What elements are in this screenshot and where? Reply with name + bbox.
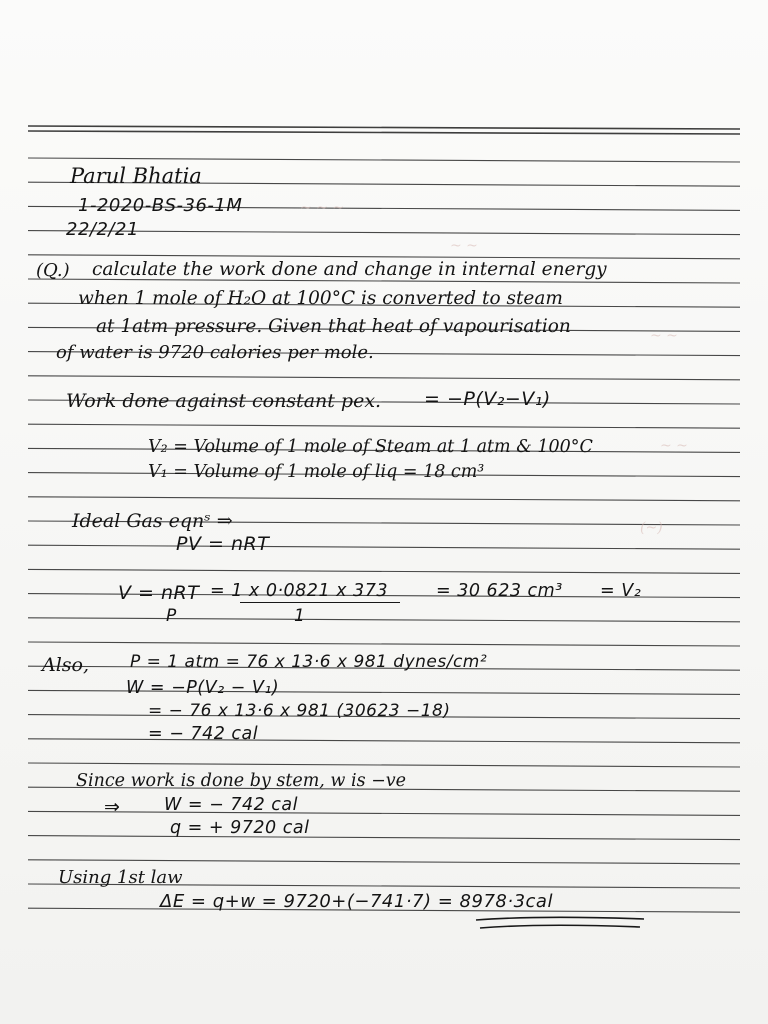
fraction-bar [240, 602, 400, 603]
rule-line [28, 131, 740, 134]
rule-line [28, 569, 740, 573]
work-done-label: Work done against constant pex. [66, 390, 382, 412]
question-label: (Q.) [36, 260, 70, 281]
work-line-1: W = −P(V₂ − V₁) [126, 678, 280, 698]
volume-equation-v2: = V₂ [600, 581, 642, 601]
question-line-4: of water is 9720 calories per mole. [56, 342, 374, 363]
v1-definition: V₁ = Volume of 1 mole of liq = 18 cm³ [148, 462, 485, 482]
question-line-3: at 1atm pressure. Given that heat of vapourisation [96, 316, 571, 337]
bleed-through-mark: ~ ~ [650, 328, 678, 344]
ideal-gas-label: Ideal Gas eqnˢ ⇒ [72, 510, 233, 532]
rule-line [28, 424, 740, 428]
rule-line [28, 811, 740, 815]
rule-line [28, 126, 740, 129]
also-label: Also, [42, 654, 90, 676]
date: 22/2/21 [66, 219, 139, 240]
question-line-1: calculate the work done and change in internal energy [92, 259, 607, 280]
volume-equation-middle-denominator: 1 [294, 606, 306, 626]
bleed-through-mark: ~ ~ [450, 238, 478, 254]
rule-line [28, 618, 740, 622]
rule-line [28, 545, 740, 549]
answer-double-underline [470, 912, 650, 936]
first-law-label: Using 1st law [58, 867, 183, 888]
rule-line [28, 763, 740, 767]
roll-number: 1-2020-BS-36-1M [78, 195, 243, 216]
rule-line [28, 158, 740, 162]
since-line: Since work is done by stem, w is −ve [76, 771, 407, 791]
implies-arrow: ⇒ [104, 796, 121, 818]
pressure-line: P = 1 atm = 76 x 13·6 x 981 dynes/cm² [130, 652, 488, 672]
student-name: Parul Bhatia [70, 164, 202, 188]
bleed-through-mark: (~) [640, 520, 663, 536]
rule-line [28, 376, 740, 380]
rule-line [28, 739, 740, 743]
question-line-2: when 1 mole of H₂O at 100°C is converted to steam [78, 288, 563, 309]
ideal-gas-equation: PV = nRT [176, 533, 270, 555]
v2-definition: V₂ = Volume of 1 mole of Steam at 1 atm & 100°C [148, 437, 593, 457]
bleed-through-mark: ~ ~ [660, 438, 688, 454]
rule-line [28, 642, 740, 646]
work-done-formula: = −P(V₂−V₁) [424, 388, 551, 410]
volume-equation-middle: = 1 x 0·0821 x 373 [210, 581, 388, 601]
volume-equation-denominator: P [166, 606, 177, 626]
volume-equation-result: = 30 623 cm³ [436, 581, 563, 601]
rule-line [28, 836, 740, 840]
rule-line [28, 497, 740, 501]
bleed-through-mark: ~ ~ ~ [300, 200, 345, 216]
volume-equation-left: V = nRT [118, 582, 200, 604]
work-value: W = − 742 cal [164, 795, 298, 815]
rule-line [28, 860, 740, 864]
delta-e-line: ΔE = q+w = 9720+(−741·7) = 8978·3cal [160, 891, 553, 912]
work-line-2: = − 76 x 13·6 x 981 (30623 −18) [148, 701, 451, 721]
work-line-3: = − 742 cal [148, 724, 259, 744]
heat-value: q = + 9720 cal [170, 818, 310, 838]
